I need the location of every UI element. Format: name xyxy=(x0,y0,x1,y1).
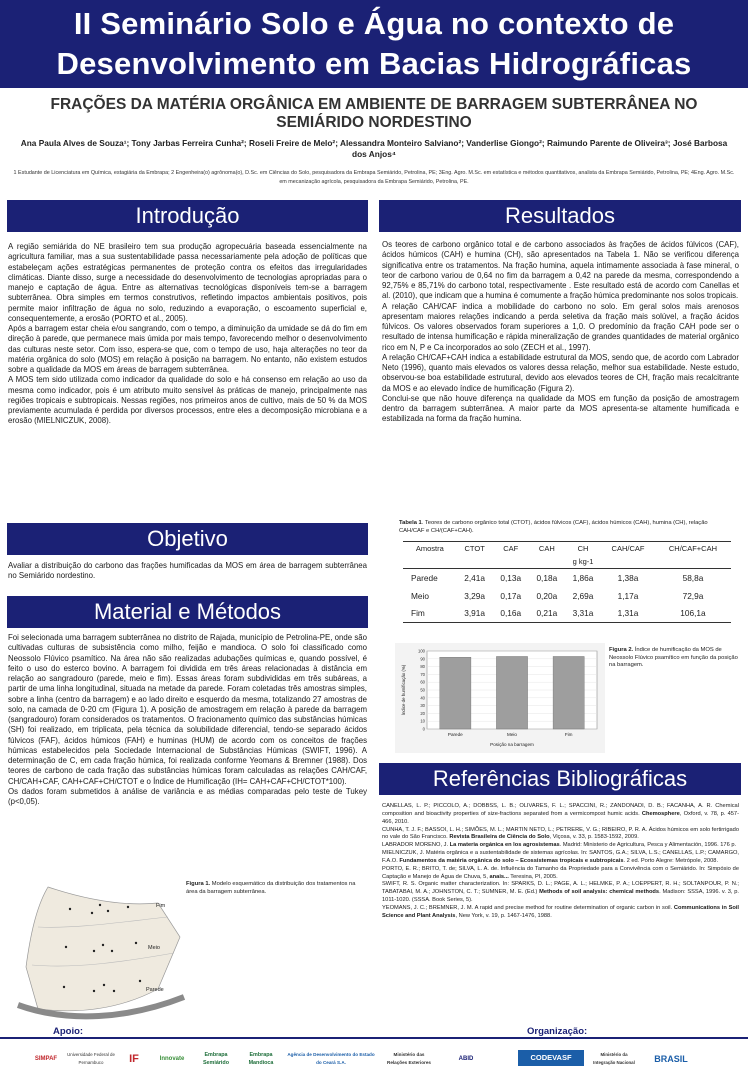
resultados-paragraph: A relação CH/CAF+CAH indica a estabilidade estrutural da MOS, sendo que, de acordo com Labrador Neto (1996), quanto mais elevados os valores dessa relação, melhor sua estabilidade. Neste estudo, observou-se boa estabilidade estrutural, devido aos elevados teores de CH, fração mais recalcitrante da MOS e ao elevado índice de humificação (Figura 2). xyxy=(382,352,739,393)
y-tick-label: 90 xyxy=(420,656,425,662)
y-tick-label: 70 xyxy=(420,671,425,677)
poster-title: FRAÇÕES DA MATÉRIA ORGÂNICA EM AMBIENTE DE BARRAGEM SUBTERRÂNEA NO SEMIÁRIDO NORDESTINO xyxy=(50,96,698,131)
organizacao-label: Organização: xyxy=(527,1026,588,1037)
table-cell: 0,17a xyxy=(500,590,522,601)
reference-item xyxy=(382,827,739,843)
table-cell: 3,31a xyxy=(565,605,601,623)
table-cell: 106,1a xyxy=(655,605,731,623)
table-row xyxy=(403,605,731,623)
reference-text: YEOMANS, J. C.; BREMNER, J. M. A rapid and precise method for routine determination of organic carbon in soil. xyxy=(382,904,674,911)
intro-paragraph: Após a barragem estar cheia e/ou sangrando, com o tempo, a diminuição da umidade se dá do fim em direção à parede, que permanece mais úmida por mais tempo, favorecendo melhor o desenvolvimento das culturas neste setor. Com isso, espera-se que, com o tempo de uso, haja alterações no teor da matéria orgânica do solo (MOS) em relação à posição na barragem. No entanto, não existem estudos sobre a qualidade da MOS em áreas de barragem subterrânea. xyxy=(8,324,367,374)
intro-text xyxy=(8,242,367,427)
logo-simpaf: SIMPAF xyxy=(34,1056,58,1062)
x-tick-label: Fim xyxy=(564,732,573,737)
table-cell: 1,31a xyxy=(601,605,655,623)
table-cell: 0,16a xyxy=(493,605,529,623)
y-tick-label: 0 xyxy=(422,726,425,732)
y-tick-label: 30 xyxy=(420,703,425,709)
table-header: CAF xyxy=(493,542,529,556)
figure-2-caption-text: Índice de humificação da MOS de Neossolo Flúvico psamítico em função da posição na barragem. xyxy=(609,647,738,668)
reference-tail: Teresina, PI, 2005. xyxy=(508,873,558,880)
figure-1-label-parede: Parede xyxy=(146,987,164,993)
logo-innovate: Innovate xyxy=(159,1056,185,1062)
intro-paragraph: A MOS tem sido utilizada como indicador da qualidade do solo e há consenso em relação ao uso da mesma como indicador, pois é um atributo muito sensível às práticas de manejo, principalmente nas regiões tropicais e subtropicais. Nessas regiões, nos primeiros anos de cultivo, mais de 50 % da MOS previamente acumulada é perdida por diversos processos, entre eles a decomposição microbiana e a erosão (MIELNICZUK, 2008). xyxy=(8,375,367,426)
resultados-paragraph: Conclui-se que não houve diferença na qualidade da MOS em função da posição de amostragem dentro da barragem subterrânea. A maior parte da MOS apresenta-se altamente humificada e estabilizada na forma da fração humina. xyxy=(382,393,739,424)
x-axis-label: Posição na barragem xyxy=(490,742,534,747)
logo-adece: Agência de Desenvolvimento do Estado do Ceará S.A. xyxy=(287,1052,375,1065)
y-tick-label: 100 xyxy=(418,648,425,654)
logo-ministerio-relacoes-exteriores: Ministério das Relações Exteriores xyxy=(387,1052,431,1065)
y-tick-label: 60 xyxy=(420,679,425,685)
section-heading-objetivo: Objetivo xyxy=(7,523,368,555)
table-cell: 1,86a xyxy=(572,572,594,583)
table-header: CTOT xyxy=(457,542,493,556)
logo-brasil: BRASIL xyxy=(654,1054,688,1064)
table-cell: 1,38a xyxy=(617,572,639,583)
logo-ministerio-integracao: Ministério da Integração Nacional xyxy=(593,1052,635,1065)
table-1-caption-label: Tabela 1 xyxy=(399,520,422,526)
material-text xyxy=(8,633,367,807)
table-header: CH/CAF+CAH xyxy=(655,542,731,556)
reference-source: La materia orgánica en los agrosistemas xyxy=(449,842,560,849)
reference-tail: , Oxford, v. 78, p. 457-466, 2010. xyxy=(382,810,739,825)
header-banner xyxy=(0,0,748,88)
x-tick-label: Parede xyxy=(447,732,463,737)
material-paragraph: Os dados foram submetidos à análise de variância e as médias comparadas pelo teste de Tukey (p<0,05). xyxy=(8,786,367,806)
x-tick-label: Meio xyxy=(507,732,517,737)
reference-source: Chemosphere xyxy=(641,810,680,817)
y-tick-label: 50 xyxy=(420,687,425,693)
reference-tail: . Madison: SSSA, 1996. v. 3, p. 1011-1020. (SSSA. Book Series, 5). xyxy=(382,889,739,904)
reference-source: Fundamentos da matéria orgânica do solo – Ecossistemas tropicais e subtropicais xyxy=(399,857,624,864)
table-cell: 0,18a xyxy=(536,572,558,583)
logo-embrapa-semiarido: Embrapa Semiárido xyxy=(202,1052,230,1066)
figure-1-caption xyxy=(186,881,356,896)
y-tick-label: 80 xyxy=(420,664,425,670)
reference-source: Communications in Soil Science and Plant Analysis xyxy=(382,904,739,919)
resultados-paragraph: A relação CAH/CAF indica a mobilidade do carbono no solo. Em geral solos mais arenosos apresentam maiores relações indicando a perda seletiva da fração mais solúvel, a fração ácidos fúlvicos. Os valores observados foram superiores a 1,0. O predomínio da fração CAH pode ser o resultado de intensa humificação e rápida mineralização de grandes quantidades de material orgânico rico em N, P e Ca incorporados ao solo (ZECH et al., 1997). xyxy=(382,301,739,352)
figure-1-label-meio: Meio xyxy=(148,945,160,951)
banner-line-1: II Seminário Solo e Água no contexto de xyxy=(73,6,675,41)
table-cell: Fim xyxy=(403,605,457,623)
affiliations: 1 Estudante de Licenciatura em Química, estagiária da Embrapa; 2 Engenheira(o) agrônoma(o), D.Sc. em Ciências do Solo, pesquisadora da Embrapa Semiárido, Petrolina, PE; 3Eng. Agro. M.Sc. em estatística e métodos quantitativos, analista da Embrapa Semiárido, Petrolina, PE; 4Eng. Agro. M.Sc. em mecanização agrícola, pesquisadora da Embrapa Semiárido, Petrolina, PE. xyxy=(13,170,735,185)
table-row xyxy=(403,587,731,605)
bar xyxy=(553,656,584,729)
section-heading-introducao: Introdução xyxy=(7,200,368,232)
footer-divider xyxy=(0,1037,748,1039)
table-1 xyxy=(403,541,731,634)
table-header: Amostra xyxy=(403,542,457,556)
table-cell: 0,13a xyxy=(500,572,522,583)
bar xyxy=(496,656,527,729)
figure-2-caption-label: Figura 2. xyxy=(609,647,634,653)
y-axis-label: Índice de humificação (%) xyxy=(401,664,406,716)
y-tick-label: 10 xyxy=(420,718,425,724)
table-cell: 0,21a xyxy=(529,605,565,623)
table-cell: 2,69a xyxy=(572,590,594,601)
logo-embrapa-mandioca: Embrapa Mandioca xyxy=(248,1052,274,1066)
section-heading-material-metodos: Material e Métodos xyxy=(7,596,368,628)
reference-item xyxy=(382,881,739,905)
logo-codevasf: CODEVASF xyxy=(518,1050,584,1066)
table-unit: g kg-1 xyxy=(565,555,601,569)
figure-2-bar-chart xyxy=(395,643,605,753)
logo-abid: ABID xyxy=(458,1056,474,1062)
reference-text: SWIFT, R. S. Organic matter characterization. In: SPARKS, D. L.; PAGE, A. L.; HELMKE, P. A.; LOEPPERT, R. H.; SOLTANPOUR, P. N.; TABATABAI, M. A.; JOHNSTON, C. T.; SUMNER, M. E. (Ed.) xyxy=(382,881,739,896)
apoio-label: Apoio: xyxy=(53,1026,84,1037)
reference-item xyxy=(382,842,739,850)
figure-1-caption-text: Modelo esquemático da distribuição dos tratamentos na área da barragem subterrânea. xyxy=(186,881,356,895)
banner-line-2: Desenvolvimento em Bacias Hidrográficas xyxy=(56,46,692,81)
y-tick-label: 40 xyxy=(420,695,425,701)
intro-paragraph: A região semiárida do NE brasileiro tem sua produção agropecuária baseada essencialmente na agricultura familiar, mas a sua sustentabilidade passa necessariamente pela adoção de políticas que estabeleçam ações estratégicas permanentes de proteção contra os efeitos das irregularidades climáticas. Diante disso, surge a necessidade do desenvolvimento de tecnologias apropriadas para o manejo e captação de água. Entre as alternativas tecnológicas disponíveis tem-se a barragem subterrânea. Obra simples em termos construtivos, refletindo impactos ambientais positivos, pois permite maior infiltração de água no solo, reduzindo a evaporação, o escoamento superficial e, consequentemente, a erosão (PORTO et al., 2005). xyxy=(8,242,367,323)
reference-tail: . 2 ed. Porto Alegre: Metrópole, 2008. xyxy=(623,857,719,864)
reference-tail: , Viçosa, v. 33, p. 1583-1592, 2009. xyxy=(549,834,639,841)
table-cell: 72,9a xyxy=(682,590,704,601)
resultados-text xyxy=(382,240,739,425)
figure-1-schematic xyxy=(8,877,186,1035)
table-header: CH xyxy=(565,542,601,556)
section-heading-referencias: Referências Bibliográficas xyxy=(379,763,741,795)
material-paragraph: Foi selecionada uma barragem subterrânea no distrito de Rajada, município de Petrolina-PE, onde são cultivadas culturas de subsistência como milho, feijão e mandioca. O solo foi classificado como Neossolo Flúvico psamítico. Na área não são realizadas adubações químicas e, quando possível, é feito o uso do esterco bovino. A barragem foi dividida em três áreas relacionadas à distância em relação ao sangradouro (parede, meio e fim). Essas áreas foram subdivididas em três subáreas, a partir de uma linha longitudinal, situada na metade da parede. Foram coletadas três amostras simples, sobre a linha (centro da barragem) e ao lado direito e esquerdo da mesma, totalizando 27 amostras de solo, na camada de 0-20 cm (Figura 1). A posição de amostragem em relação à parede da barragem (sangradouro) foram considerados os tratamentos. O fracionamento químico das substâncias húmicas (SH) foi realizado, em triplicata, pela técnica da solubilidade diferencial, tendo-se separado ácidos fúlvicos (FAF), ácidos húmicos (FAH) e huminas (HUM) de acordo com os conceitos de frações húmicas estabelecidos pela Sociedade Internacional de Substâncias Húmicas (SWIFT, 1996). A determinação de C, em cada fração húmica, foi realizada conforme Yeomans & Bremner (1988). Dos teores de carbono de cada fração das substâncias húmicas foram calculadas as relações CAH/CAF, CH/CAH+CAF, CAH+CAF+CH/CTOT e o Índice de Humificação (IH= CAH+CAF+CH/CTOT*100). xyxy=(8,633,367,786)
reference-text: LABRADOR MORENO, J. xyxy=(382,842,450,849)
reference-source: Revista Brasileira de Ciência do Solo xyxy=(449,834,550,841)
objetivo-text xyxy=(8,561,367,582)
bar xyxy=(440,657,471,729)
table-cell: 1,17a xyxy=(617,590,639,601)
reference-item xyxy=(382,850,739,866)
objetivo-paragraph: Avaliar a distribuição do carbono das frações humificadas da MOS em área de barragem subterrânea no Semiárido nordestino. xyxy=(8,561,367,581)
table-cell: 2,41a xyxy=(464,572,486,583)
table-cell: 3,91a xyxy=(457,605,493,623)
section-heading-resultados: Resultados xyxy=(379,200,741,232)
table-cell: 0,20a xyxy=(536,590,558,601)
resultados-paragraph: Os teores de carbono orgânico total e de carbono associados às frações de ácidos fúlvicos (CAF), ácidos húmicos (CAH) e humina (CH), são apresentados na Tabela 1. Não se verificou diferença significativa entre os tratamentos. Na fração humina, aquela intimamente associada à fase mineral, o teor de carbono variou de 0,64 no fim da barragem a 0,42 na parede da mesma, correspondendo a 92,75% e 85,71% do carbono total, respectivamente . Este resultado está de acordo com Canellas et al. (2010), que indicam que a humina é comumente a fração húmica predominante nos solos tropicais. xyxy=(382,240,739,301)
reference-item xyxy=(382,905,739,921)
reference-text: CANELLAS, L. P.; PICCOLO, A.; DOBBSS, L. B.; OLIVARES, F. L.; SPACCINI, R.; ZANDONADI, D. B.; FACANHA, A. R. Chemical composition and bioactivity properties of size-fractions separated from a vermicompost humic acids. xyxy=(382,803,739,817)
reference-text: MIELNICZUK, J. Matéria orgânica e a sustentabilidade de sistemas agrícolas. In: SANTOS, G.A.; SILVA, L.S.; CANELLAS, L.P.; CAMARGO, F.A.O. xyxy=(382,850,739,864)
table-cell: 3,29a xyxy=(464,590,486,601)
reference-item xyxy=(382,803,739,827)
logo-ufpe: Universidade Federal de Pernambuco xyxy=(67,1052,115,1065)
table-1-caption xyxy=(399,519,733,535)
reference-source: Methods of soil analysis: chemical methods xyxy=(539,889,660,896)
table-header: CAH/CAF xyxy=(601,542,655,556)
table-cell: Meio xyxy=(411,590,429,601)
reference-tail: , New York, v. 19, p. 1467-1476, 1988. xyxy=(455,912,552,919)
table-header: CAH xyxy=(529,542,565,556)
figure-2-caption xyxy=(609,647,739,670)
table-cell: 58,8a xyxy=(682,572,704,583)
references-list xyxy=(382,803,739,921)
reference-source: anais... xyxy=(489,873,509,880)
figure-1-caption-label: Figura 1. xyxy=(186,881,211,887)
reference-text: PORTO, E. R.; BRITO, T. de; SILVA, L. A. de. Influência do Tamanho da Propriedade para a Convivência com o Semiárido. In: Simpósio de Captação e Manejo de Água de Chuva, 5, xyxy=(382,865,739,880)
authors: Ana Paula Alves de Souza¹; Tony Jarbas Ferreira Cunha²; Roseli Freire de Melo²; Alessandra Monteiro Salviano²; Vanderlise Giongo²; Raimundo Parente de Oliveira³; José Barbosa dos Anjos⁴ xyxy=(20,138,728,159)
y-tick-label: 20 xyxy=(420,710,425,716)
table-row xyxy=(403,569,731,587)
figure-1-label-fim: Fim xyxy=(156,903,166,909)
table-cell: Parede xyxy=(411,572,438,583)
reference-item xyxy=(382,866,739,882)
logo-if: IF xyxy=(129,1053,139,1065)
reference-text: CUNHA, T. J. F.; BASSOI, L. H.; SIMÕES, M. L.; MARTIN NETO, L.; PETRERE, V. G.; RIBEIRO, P. R. A. Ácidos húmicos em solo fertirrigado no vale do São Francisco. xyxy=(382,826,739,841)
reference-tail: . Madrid: Ministerio de Agricultura, Pesca y Alimentación, 1996. 176 p. xyxy=(559,842,737,849)
table-1-caption-text: . Teores de carbono orgânico total (CTOT), ácidos fúlvicos (CAF), ácidos húmicos (CAH), humina (CH), relação CAH/CAF e CH/(CAF+CAH). xyxy=(399,520,708,534)
